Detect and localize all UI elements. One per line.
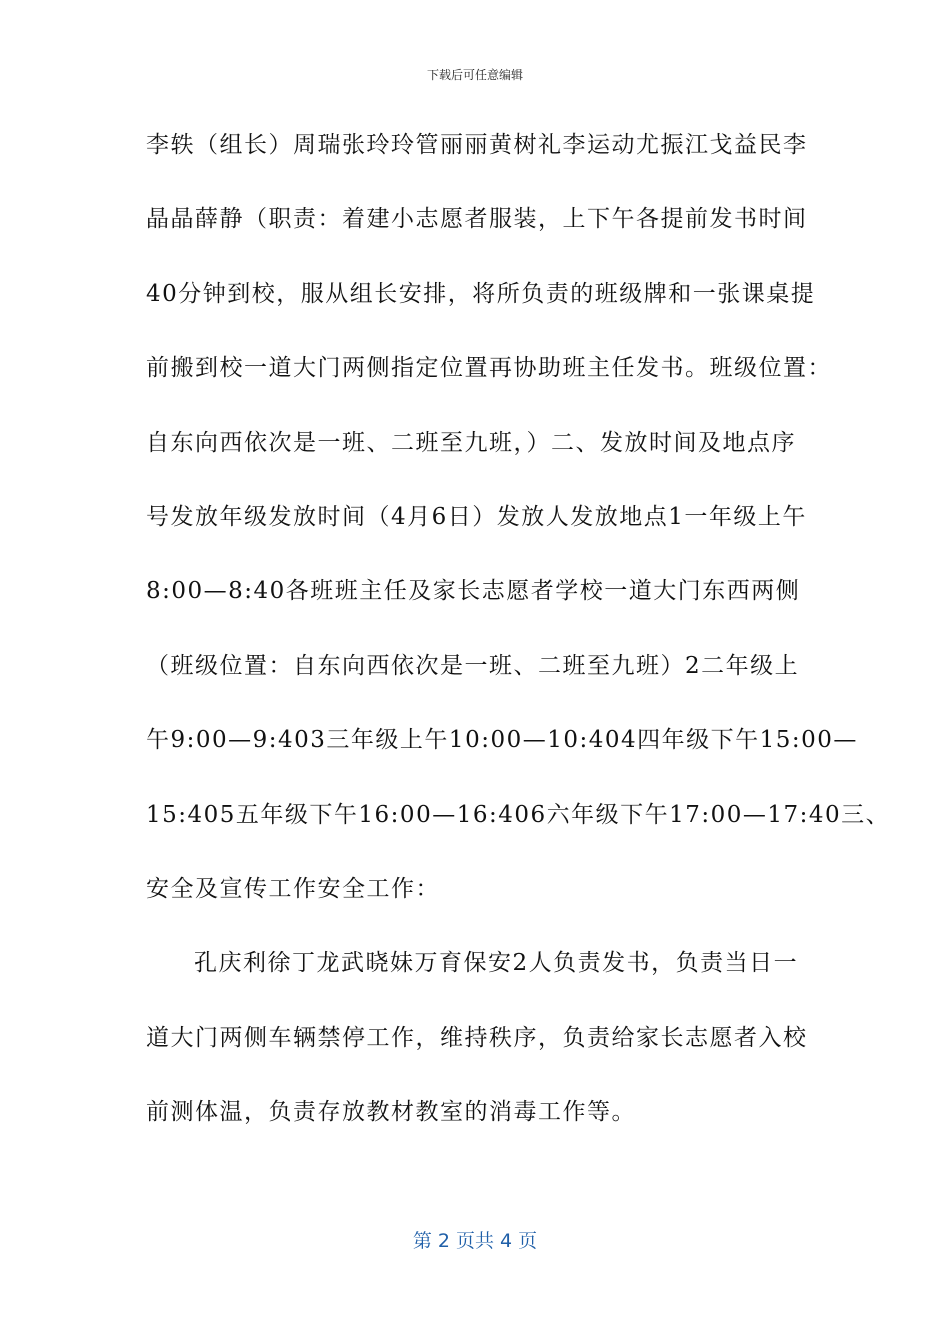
text-line: 自东向西依次是一班、二班至九班，）二、发放时间及地点序 bbox=[146, 429, 796, 456]
page-footer: 第 2 页共 4 页 bbox=[412, 1230, 538, 1252]
text-line: 15:405五年级下午16:00—16:406六年级下午17:00—17:40三、 bbox=[146, 801, 891, 828]
document-body bbox=[146, 120, 891, 1161]
text-line: 前测体温，负责存放教材教室的消毒工作等。 bbox=[146, 1099, 636, 1126]
text-line: 号发放年级发放时间（4月6日）发放人发放地点1一年级上午 bbox=[146, 503, 807, 530]
page-header: 下载后可任意编辑 bbox=[426, 68, 523, 82]
text-line: 午9:00—9:403三年级上午10:00—10:404四年级下午15:00— bbox=[146, 727, 858, 754]
text-line: （班级位置：自东向西依次是一班、二班至九班）2二年级上 bbox=[146, 652, 800, 679]
text-line: 李轶（组长）周瑞张玲玲管丽丽黄树礼李运动尤振江戈益民李 bbox=[146, 132, 808, 158]
text-line-paragraph-start: 孔庆利徐丁龙武晓妹万育保安2人负责发书，负责当日一 bbox=[194, 950, 799, 977]
text-line: 8:00—8:40各班班主任及家长志愿者学校一道大门东西两侧 bbox=[146, 578, 801, 605]
text-line: 晶晶薛静（职责：着建小志愿者服装，上下午各提前发书时间 bbox=[146, 206, 808, 233]
text-line: 40分钟到校，服从组长安排，将所负责的班级牌和一张课桌提 bbox=[146, 280, 816, 307]
text-line: 道大门两侧车辆禁停工作，维持秩序，负责给家长志愿者入校 bbox=[146, 1024, 808, 1051]
text-line: 前搬到校一道大门两侧指定位置再协助班主任发书。班级位置： bbox=[146, 355, 832, 382]
text-line: 安全及宣传工作安全工作： bbox=[146, 875, 440, 902]
